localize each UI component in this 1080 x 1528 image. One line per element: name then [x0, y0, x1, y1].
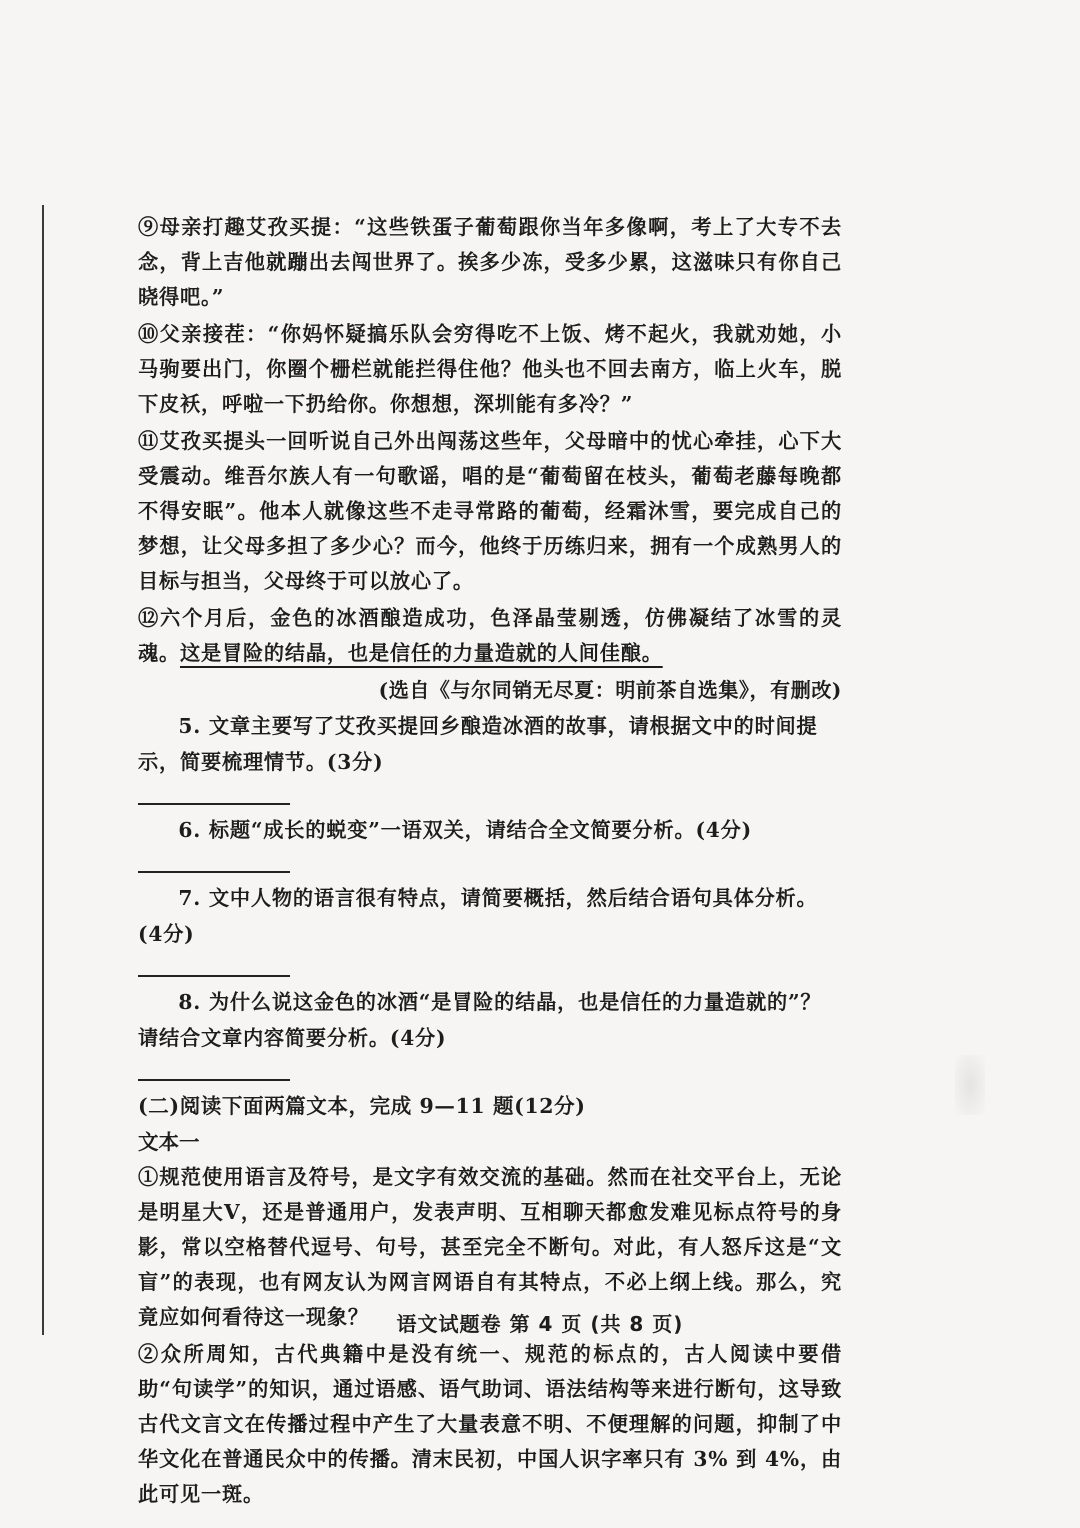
answer-line-6 — [138, 871, 290, 873]
text-one-paragraph-1: ①规范使用语言及符号，是文字有效交流的基础。然而在社交平台上，无论是明星大V，还是普通用户，发表声明、互相聊天都愈发难见标点符号的身影，常以空格替代逗号、句号，甚至完全不断句。对此，有人怒斥这是“文盲”的表现，也有网友认为网言网语自有其特点，不必上纲上线。那么，究竟应如何看待这一现象？ — [138, 1165, 842, 1329]
passage-paragraph-9: ⑨母亲打趣艾孜买提：“这些铁蛋子葡萄跟你当年多像啊，考上了大专不去念，背上吉他就蹦出去闯世界了。挨多少冻，受多少累，这滋味只有你自己晓得吧。” — [138, 215, 842, 309]
text-one-label: 文本一 — [138, 1130, 200, 1154]
scan-smudge — [955, 1055, 985, 1115]
passage-source: (选自《与尔同销无尽夏：明前茶自选集》，有删改) — [378, 678, 842, 702]
answer-line-8 — [138, 1079, 290, 1081]
page-footer: 语文试题卷 第 4 页 (共 8 页) — [396, 1312, 684, 1336]
question-6: 6. 标题“成长的蜕变”一语双关，请结合全文简要分析。(4分) — [178, 818, 752, 842]
section-2-title: (二)阅读下面两篇文本，完成 9—11 题(12分) — [138, 1094, 586, 1118]
passage-paragraph-11: ⑪艾孜买提头一回听说自己外出闯荡这些年，父母暗中的忧心牵挂，心下大受震动。维吾尔族人有一句歌谣，唱的是“葡萄留在枝头，葡萄老藤每晚都不得安眠”。他本人就像这些不走寻常路的葡萄，经霜沐雪，要完成自己的梦想，让父母多担了多少心？而今，他终于历练归来，拥有一个成熟男人的目标与担当，父母终于可以放心了。 — [138, 429, 842, 593]
question-8: 8. 为什么说这金色的冰酒“是冒险的结晶，也是信任的力量造就的”？请结合文章内容简要分析。(4分) — [138, 990, 822, 1050]
page-fold-line — [42, 205, 44, 1335]
answer-line-5 — [138, 803, 290, 805]
paragraph-12-underlined-sentence: 这是冒险的结晶，也是信任的力量造就的人间佳酿。 — [179, 641, 663, 665]
text-one-paragraph-2: ②众所周知，古代典籍中是没有统一、规范的标点的，古人阅读中要借助“句读学”的知识，通过语感、语气助词、语法结构等来进行断句，这导致古代文言文在传播过程中产生了大量表意不明、不便理解的问题，抑制了中华文化在普通民众中的传播。清末民初，中国人识字率只有 3% 到 4%，由此可见一斑。 — [138, 1342, 842, 1506]
passage-paragraph-12 — [138, 601, 842, 671]
answer-line-7 — [138, 975, 290, 977]
question-5: 5. 文章主要写了艾孜买提回乡酿造冰酒的故事，请根据文中的时间提示，简要梳理情节。(3分) — [138, 714, 818, 774]
question-7: 7. 文中人物的语言很有特点，请简要概括，然后结合语句具体分析。(4分) — [138, 886, 818, 946]
paragraph-12-text: ⑫六个月后，金色的冰酒酿造成功，色泽晶莹剔透，仿佛凝结了冰雪的灵魂。 — [138, 606, 842, 665]
passage-paragraph-10: ⑩父亲接茬：“你妈怀疑搞乐队会穷得吃不上饭、烤不起火，我就劝她，小马驹要出门，你圈个栅栏就能拦得住他？他头也不回去南方，临上火车，脱下皮袄，呼啦一下扔给你。你想想，深圳能有多冷？” — [138, 322, 842, 416]
